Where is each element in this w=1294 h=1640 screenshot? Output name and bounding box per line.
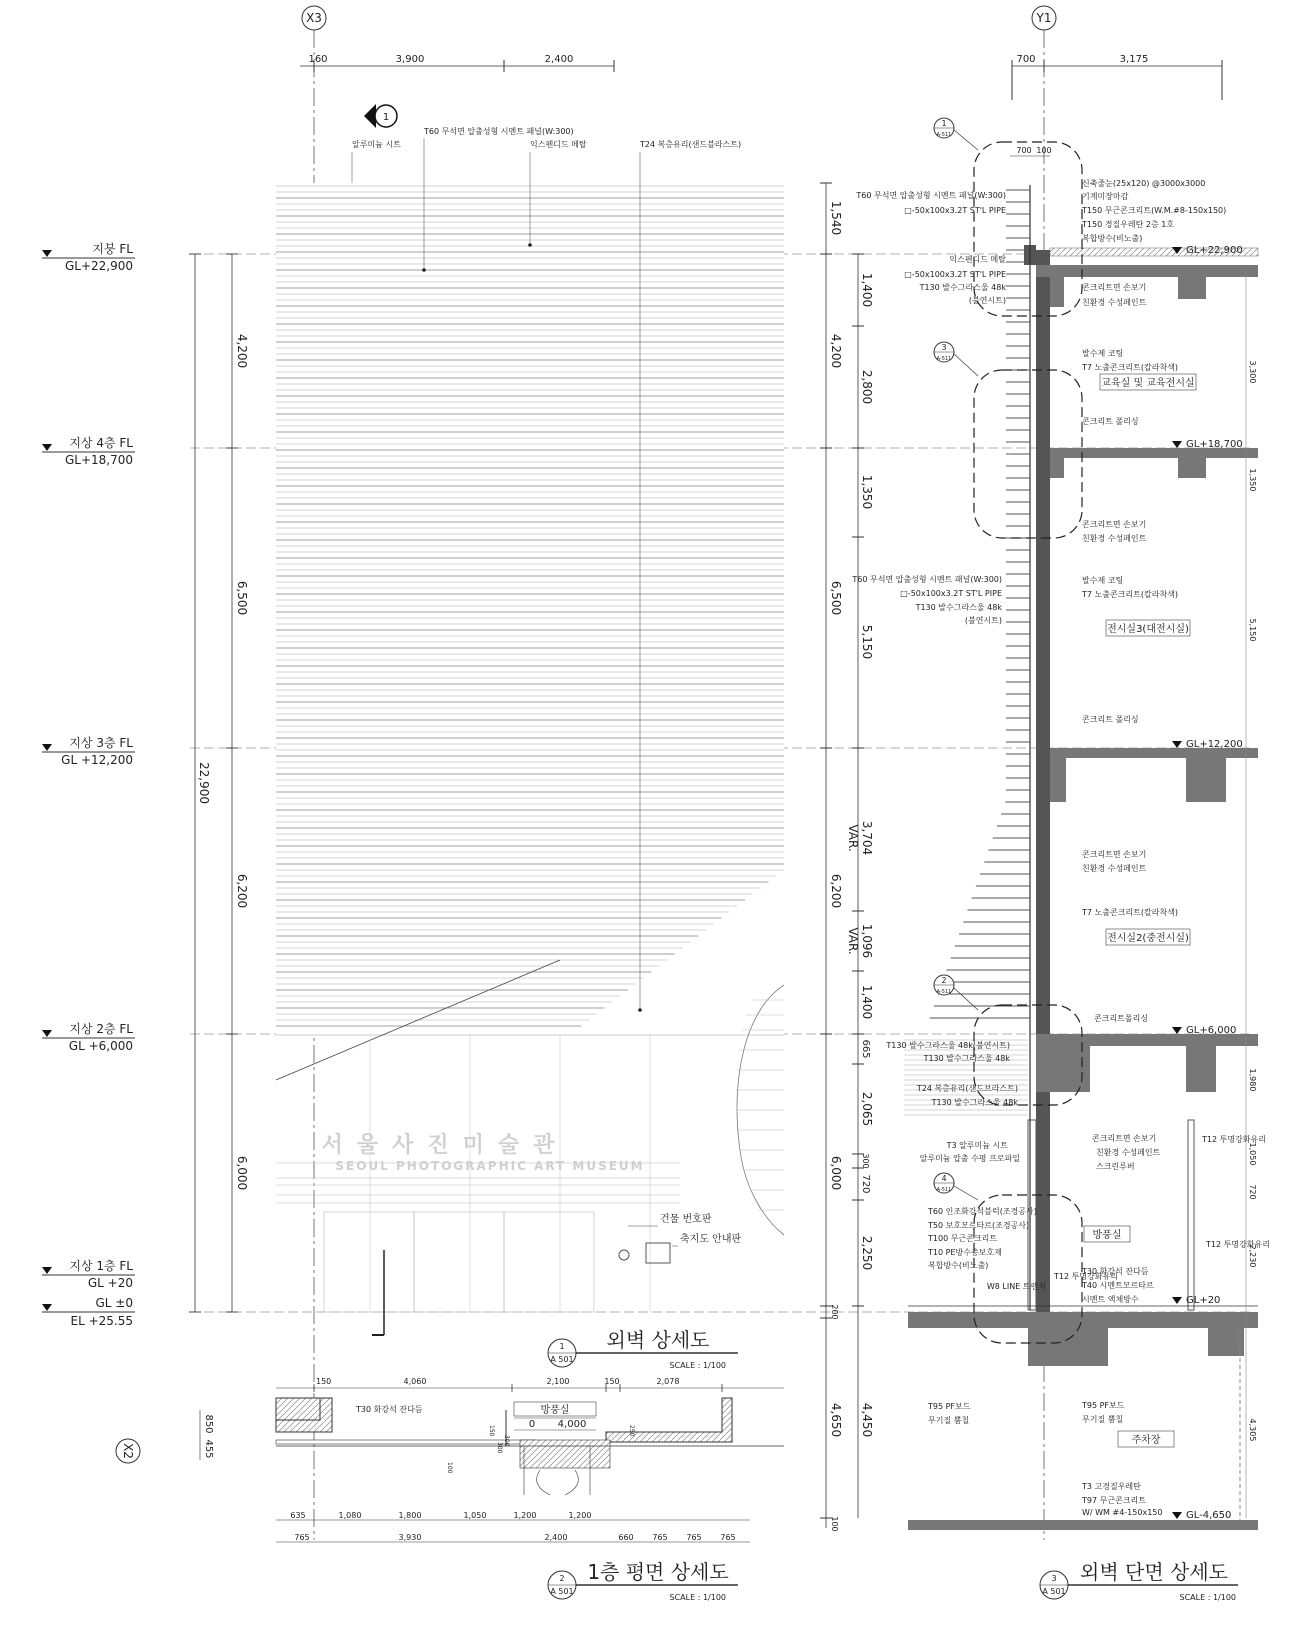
svg-text:SCALE : 1/100: SCALE : 1/100	[669, 1593, 726, 1602]
svg-text:1: 1	[559, 1342, 565, 1351]
level-2f	[42, 1021, 135, 1053]
svg-text:3,704: 3,704	[860, 820, 874, 856]
svg-text:4,200: 4,200	[235, 333, 249, 369]
svg-text:X3: X3	[306, 11, 322, 25]
svg-text:0: 0	[528, 1419, 536, 1430]
dim-3175: 3,175	[1119, 54, 1149, 65]
svg-text:GL +6,000: GL +6,000	[68, 1039, 133, 1053]
svg-text:GL +12,200: GL +12,200	[61, 753, 133, 767]
svg-text:GL ±0: GL ±0	[95, 1296, 133, 1310]
svg-text:T24 복층유리(샌드블라스트): T24 복층유리(샌드블라스트)	[640, 140, 742, 149]
svg-text:GL+20: GL+20	[1186, 1295, 1221, 1306]
section-label-right-15: 콘크리트면 손보기	[1082, 850, 1147, 859]
svg-text:A-511: A-511	[936, 989, 952, 995]
svg-text:SCALE : 1/100: SCALE : 1/100	[1179, 1593, 1236, 1602]
level-1f	[42, 1258, 135, 1290]
svg-text:GL +20: GL +20	[87, 1276, 133, 1290]
title-block-2	[548, 1560, 738, 1602]
section-label-right-9: 콘크리트 폴리싱	[1082, 417, 1139, 426]
svg-text:1,350: 1,350	[1248, 468, 1257, 492]
section-label-left-1: □-50x100x3.2T ST'L PIPE	[904, 206, 1006, 215]
svg-text:1,400: 1,400	[860, 984, 874, 1020]
title-1-text: 외벽 상세도	[606, 1328, 710, 1352]
dim-700: 700	[1016, 54, 1036, 65]
section-label-left-15: 알루미늄 압출 수평 프로파일	[919, 1154, 1020, 1163]
section-label-right-20: 친환경 수성페인트	[1096, 1148, 1161, 1157]
section-label-right-11: 친환경 수성페인트	[1082, 534, 1147, 543]
grid-bubble-x3	[302, 6, 326, 30]
svg-text:GL+22,900: GL+22,900	[64, 259, 133, 273]
level-ground	[42, 1296, 135, 1328]
svg-text:T60 무석면 압출성형 시멘트 패널(W:300): T60 무석면 압출성형 시멘트 패널(W:300)	[424, 127, 574, 136]
svg-text:300: 300	[496, 1442, 503, 1454]
plan-detail	[200, 1377, 784, 1542]
svg-text:축지도 안내판: 축지도 안내판	[680, 1234, 742, 1245]
section-label-left-4: T130 발수그라스울 48k	[919, 283, 1006, 292]
svg-text:지상 2층 FL: 지상 2층 FL	[69, 1022, 133, 1036]
section-label-right-12: 발수제 코팅	[1082, 576, 1124, 585]
building-name-ghost: 서울사진미술관	[321, 1133, 569, 1158]
svg-text:2,800: 2,800	[860, 369, 874, 405]
elevation-top-dimensions	[300, 54, 614, 72]
room-windbreak: 방풍실	[1092, 1230, 1122, 1241]
svg-text:A-511: A-511	[936, 1187, 952, 1193]
svg-text:665: 665	[860, 1039, 871, 1059]
svg-text:5,150: 5,150	[1248, 618, 1257, 642]
svg-text:2,250: 2,250	[860, 1235, 874, 1271]
svg-text:1,400: 1,400	[860, 272, 874, 308]
title-block-1	[548, 1328, 738, 1370]
svg-text:3: 3	[941, 343, 947, 352]
level-roof	[42, 241, 135, 273]
svg-text:GL+12,200: GL+12,200	[1186, 739, 1243, 750]
level-4f	[42, 435, 135, 467]
section-label-left-3: □-50x100x3.2T ST'L PIPE	[904, 270, 1006, 279]
svg-text:A 501: A 501	[1042, 1587, 1066, 1596]
svg-text:150: 150	[604, 1377, 620, 1386]
svg-text:455: 455	[203, 1439, 214, 1459]
section-label-left-21: W8 LINE 트렌치	[986, 1282, 1046, 1291]
svg-text:100: 100	[1036, 146, 1052, 155]
svg-text:SCALE : 1/100: SCALE : 1/100	[669, 1361, 726, 1370]
svg-text:250: 250	[628, 1425, 635, 1437]
section-label-left-8: T130 발수그라스울 48k	[915, 603, 1002, 612]
svg-text:GL-4,650: GL-4,650	[1186, 1510, 1232, 1521]
section-label-left-22: T12 투명강화유리	[1054, 1272, 1118, 1281]
section-label-right-24: T30 화강석 잔다듬	[1082, 1267, 1149, 1276]
title-block-3	[1040, 1560, 1238, 1602]
svg-text:1,800: 1,800	[398, 1511, 422, 1520]
svg-text:660: 660	[618, 1533, 634, 1542]
section-label-right-8: T7 노출콘크리트(칼라착색)	[1082, 363, 1179, 372]
section-label-right-14: 콘크리트 폴리싱	[1082, 715, 1139, 724]
svg-text:6,000: 6,000	[829, 1155, 843, 1191]
section-label-right-10: 콘크리트면 손보기	[1082, 520, 1147, 529]
svg-text:765: 765	[686, 1533, 702, 1542]
svg-text:1,200: 1,200	[513, 1511, 537, 1520]
room-gallery3: 전시실3(대전시실)	[1107, 624, 1189, 635]
svg-text:150: 150	[488, 1425, 495, 1437]
svg-text:6,500: 6,500	[829, 580, 843, 616]
svg-text:A 501: A 501	[550, 1587, 574, 1596]
section-label-right-6: 친환경 수성페인트	[1082, 298, 1147, 307]
section-label-left-18: T100 무근콘크리트	[928, 1234, 998, 1243]
svg-text:EL +25.55: EL +25.55	[70, 1314, 133, 1328]
room-education: 교육실 및 교육전시실	[1101, 378, 1195, 389]
svg-text:4,450: 4,450	[860, 1402, 874, 1438]
section-label-right-5: 콘크리트면 손보기	[1082, 283, 1147, 292]
svg-text:720: 720	[860, 1174, 871, 1194]
room-parking: 주차장	[1131, 1435, 1161, 1446]
section-dims-inner	[846, 254, 874, 1518]
svg-text:1,050: 1,050	[1248, 1142, 1257, 1166]
section-label-left-19: T10 PE방수층보호재	[928, 1248, 1002, 1257]
dim-2400: 2,400	[544, 54, 574, 65]
section-label-right-3: T150 경질우레탄 2층 1호	[1082, 220, 1175, 229]
grid-bubble-y1	[1032, 6, 1056, 30]
svg-text:2,065: 2,065	[860, 1091, 874, 1127]
section-label-left-13: T130 발수그라스울 48k	[931, 1098, 1018, 1107]
svg-text:지상 4층 FL: 지상 4층 FL	[69, 436, 133, 450]
section-label-left-5: (불연시트)	[968, 296, 1006, 305]
svg-text:X2: X2	[121, 1443, 135, 1459]
svg-text:720: 720	[1248, 1184, 1257, 1200]
section-label-right-16: 친환경 수성페인트	[1082, 864, 1147, 873]
plan-room-label: 방풍실	[540, 1405, 570, 1416]
svg-text:5,150: 5,150	[860, 624, 874, 660]
svg-text:1,200: 1,200	[568, 1511, 592, 1520]
svg-text:2,078: 2,078	[656, 1377, 680, 1386]
svg-text:6,200: 6,200	[829, 873, 843, 909]
section-label-right-23: T12 투명강화유리	[1206, 1240, 1270, 1249]
title-2-text: 1층 평면 상세도	[587, 1560, 729, 1584]
section-structure	[908, 245, 1258, 1530]
svg-text:635: 635	[290, 1511, 306, 1520]
svg-text:1: 1	[382, 112, 390, 123]
section-label-left-24: 무기질 뿜칠	[928, 1416, 970, 1425]
section-label-right-28: 무기질 뿜칠	[1082, 1415, 1124, 1424]
svg-text:22,900: 22,900	[197, 762, 211, 804]
section-detail-dims	[1010, 146, 1052, 156]
section-marker-1	[364, 104, 397, 128]
svg-text:1,096: 1,096	[860, 923, 874, 959]
section-label-right-4: 복합방수(비노출)	[1082, 234, 1143, 243]
svg-text:765: 765	[652, 1533, 668, 1542]
svg-text:2,230: 2,230	[1248, 1244, 1257, 1268]
svg-text:6,000: 6,000	[235, 1155, 249, 1191]
svg-text:6,500: 6,500	[235, 580, 249, 616]
overall-height-dimension	[189, 254, 211, 1312]
section-label-right-31: W/ WM #4-150x150	[1082, 1508, 1163, 1517]
svg-text:지상 1층 FL: 지상 1층 FL	[69, 1259, 133, 1273]
section-label-right-13: T7 노출콘크리트(칼라착색)	[1082, 590, 1179, 599]
dim-160: 160	[308, 54, 328, 65]
svg-text:150: 150	[316, 1377, 332, 1386]
svg-text:4,000: 4,000	[557, 1419, 587, 1430]
section-label-right-19: 콘크리트면 손보기	[1092, 1134, 1157, 1143]
grid-bubble-x2	[116, 1439, 140, 1463]
svg-text:2,100: 2,100	[546, 1377, 570, 1386]
section-label-right-0: 신축줄눈(25x120) @3000x3000	[1082, 179, 1206, 188]
section-label-left-7: □-50x100x3.2T ST'L PIPE	[900, 589, 1002, 598]
svg-text:3,930: 3,930	[398, 1533, 422, 1542]
section-label-left-11: T130 발수그라스울 48k	[923, 1054, 1010, 1063]
section-label-right-18: 콘크리트폴리싱	[1094, 1014, 1149, 1023]
svg-text:300: 300	[861, 1153, 870, 1169]
svg-text:1,080: 1,080	[338, 1511, 362, 1520]
level-3f	[42, 735, 135, 767]
section-label-right-2: T150 무근콘크리트(W.M.#8-150x150)	[1082, 206, 1227, 215]
section-label-right-21: 스크린루버	[1096, 1162, 1135, 1171]
section-label-left-20: 복합방수(비노출)	[928, 1261, 989, 1270]
svg-text:알루미늄 시트: 알루미늄 시트	[352, 140, 401, 149]
section-label-left-0: T60 무석면 압출성형 시멘트 패널(W:300)	[856, 191, 1006, 200]
svg-text:2: 2	[941, 976, 947, 985]
section-top-dimensions	[1012, 54, 1222, 100]
elevation-floor-dimensions	[226, 254, 249, 1312]
svg-text:A-511: A-511	[936, 356, 952, 362]
svg-text:4,650: 4,650	[829, 1402, 843, 1438]
svg-text:700: 700	[1016, 146, 1032, 155]
svg-text:850: 850	[203, 1414, 214, 1434]
svg-text:765: 765	[720, 1533, 736, 1542]
section-label-right-29: T3 고경질우레탄	[1082, 1482, 1141, 1491]
room-gallery2: 전시실2(중전시실)	[1107, 933, 1189, 944]
svg-text:4,200: 4,200	[829, 333, 843, 369]
svg-text:1,980: 1,980	[1248, 1068, 1257, 1092]
svg-text:2: 2	[559, 1574, 565, 1583]
section-label-left-17: T50 보호모르타르(조경공사)	[928, 1221, 1030, 1230]
svg-text:GL+18,700: GL+18,700	[64, 453, 133, 467]
svg-text:VAR.: VAR.	[846, 824, 860, 852]
section-label-left-6: T60 무석면 압출성형 시멘트 패널(W:300)	[852, 575, 1002, 584]
svg-text:GL+18,700: GL+18,700	[1186, 439, 1243, 450]
svg-text:4: 4	[941, 1174, 947, 1183]
svg-text:3,300: 3,300	[1248, 360, 1257, 384]
section-label-left-12: T24 복층유리(샌드브라스트)	[916, 1084, 1018, 1093]
svg-text:A-511: A-511	[936, 132, 952, 138]
svg-text:A 501: A 501	[550, 1355, 574, 1364]
section-label-right-25: T40 시멘트모르타르	[1082, 1281, 1154, 1290]
section-label-left-2: 익스펜디드 메탈	[949, 255, 1006, 264]
svg-text:4,060: 4,060	[403, 1377, 427, 1386]
section-label-right-27: T95 PF보드	[1082, 1401, 1125, 1410]
svg-text:GL+6,000: GL+6,000	[1186, 1025, 1237, 1036]
svg-text:6,200: 6,200	[235, 873, 249, 909]
svg-text:1,540: 1,540	[829, 200, 843, 236]
section-label-right-30: T97 무근콘크리트	[1082, 1496, 1146, 1505]
section-label-right-7: 발수제 코팅	[1082, 349, 1124, 358]
svg-text:200: 200	[830, 1304, 839, 1320]
svg-text:2,400: 2,400	[544, 1533, 568, 1542]
svg-text:765: 765	[294, 1533, 310, 1542]
svg-text:익스펜디드 메탈: 익스펜디드 메탈	[530, 140, 587, 149]
svg-text:건물 번호판: 건물 번호판	[660, 1214, 712, 1225]
section-label-left-16: T60 인조화강석블럭(조경공사)	[928, 1207, 1037, 1216]
section-label-right-26: 시멘트 액체방수	[1082, 1295, 1139, 1304]
louver-lines	[276, 186, 784, 1026]
svg-text:100: 100	[830, 1516, 839, 1532]
svg-text:300: 300	[503, 1435, 510, 1447]
section-label-left-23: T95 PF보드	[928, 1402, 971, 1411]
svg-text:1,050: 1,050	[463, 1511, 487, 1520]
building-name-en-ghost: SEOUL PHOTOGRAPHIC ART MUSEUM	[335, 1159, 645, 1173]
section-label-left-9: (불연시트)	[964, 616, 1002, 625]
section-label-right-17: T7 노출콘크리트(칼라착색)	[1082, 908, 1179, 917]
svg-text:T30 화강석 잔다듬: T30 화강석 잔다듬	[356, 1405, 423, 1414]
svg-text:VAR.: VAR.	[846, 927, 860, 955]
svg-text:지상 3층 FL: 지상 3층 FL	[69, 736, 133, 750]
section-label-right-22: T12 투명강화유리	[1202, 1135, 1266, 1144]
section-label-right-1: 기계미장마감	[1082, 192, 1129, 201]
svg-text:1: 1	[941, 119, 947, 128]
section-label-left-10: T130 발수그라스울 48k(불연시트)	[886, 1041, 1010, 1050]
title-3-text: 외벽 단면 상세도	[1080, 1560, 1228, 1584]
svg-text:100: 100	[446, 1462, 453, 1474]
section-dims-outer	[820, 183, 843, 1532]
svg-text:GL+22,900: GL+22,900	[1186, 245, 1243, 256]
elevation-facade	[276, 183, 784, 1335]
detail-callout-bubbles	[934, 118, 978, 1200]
svg-text:지붕 FL: 지붕 FL	[92, 242, 133, 256]
section-label-left-14: T3 알루미늄 시트	[946, 1141, 1008, 1150]
svg-text:Y1: Y1	[1036, 11, 1052, 25]
svg-text:4,305: 4,305	[1248, 1418, 1257, 1442]
svg-text:1,350: 1,350	[860, 474, 874, 510]
dim-3900: 3,900	[395, 54, 425, 65]
svg-text:3: 3	[1051, 1574, 1057, 1583]
